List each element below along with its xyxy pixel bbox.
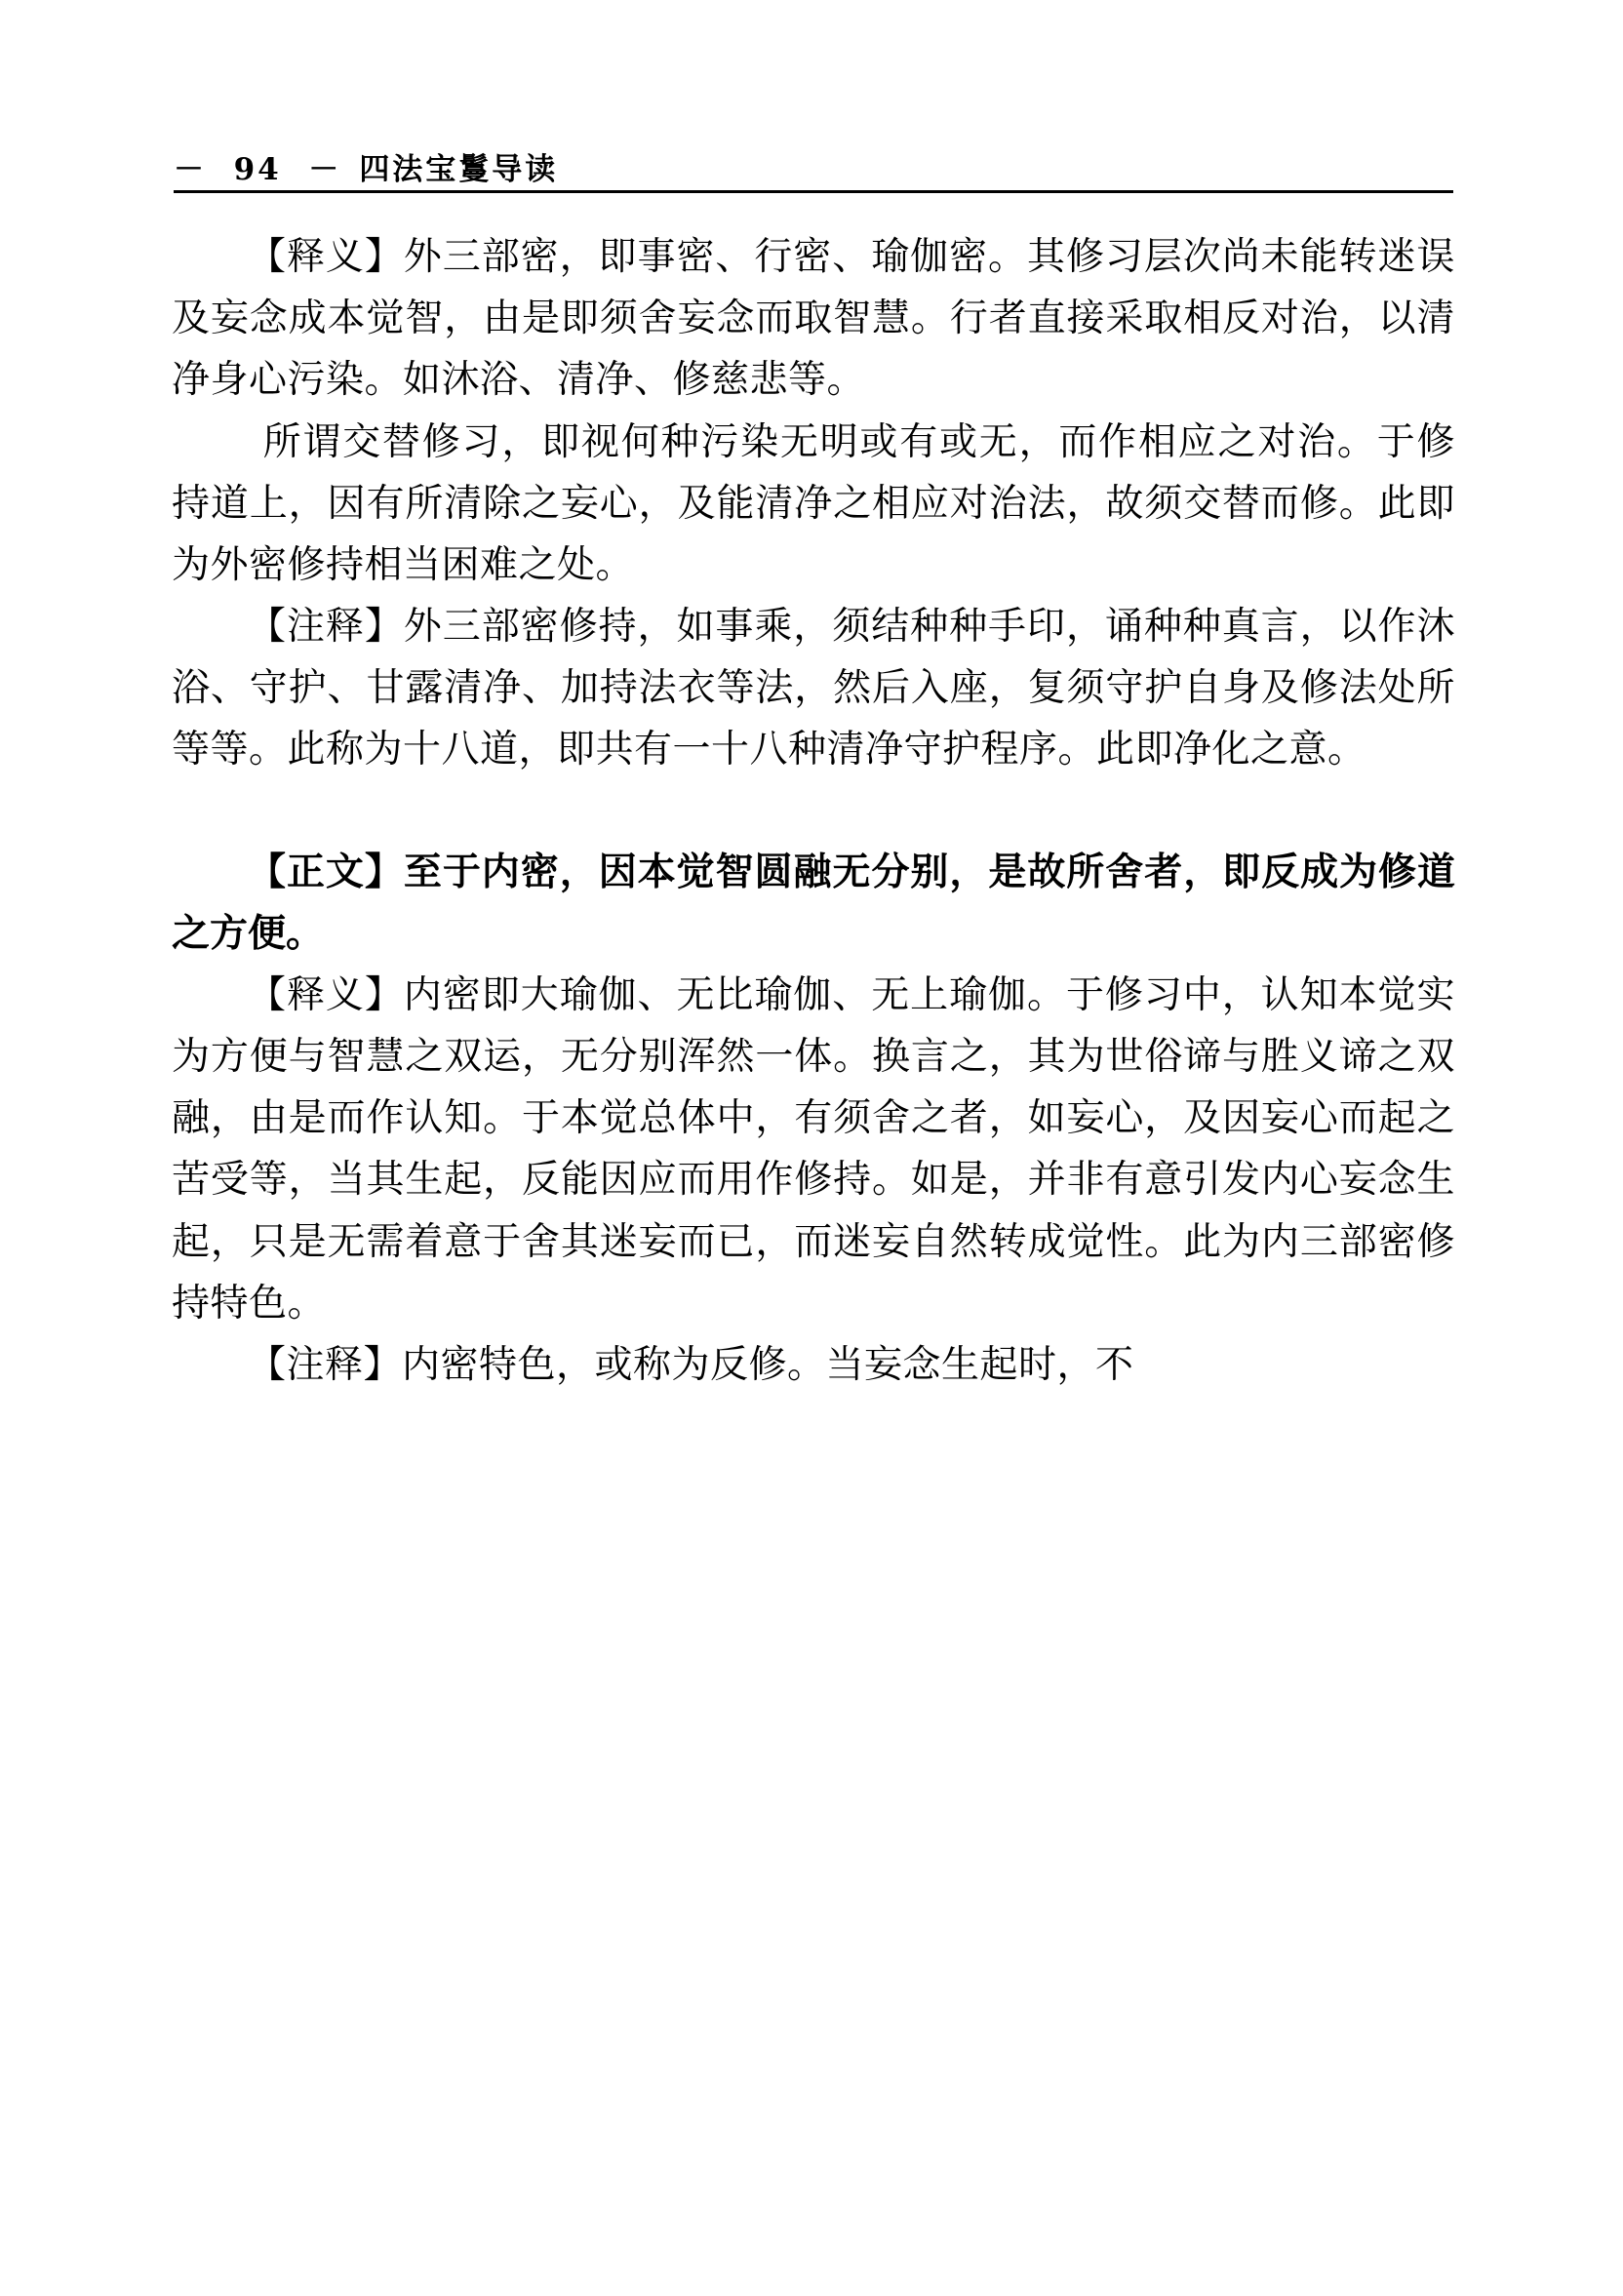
- paragraph-zhushi-1: 【注释】外三部密修持，如事乘，须结种种手印，诵种种真言，以作沐浴、守护、甘露清净、加持法衣等法，然后入座，复须守护自身及修法处所等等。此称为十八道，即共有一十八种清净守护程序。此即净化之意。: [172, 605, 1455, 772]
- paragraph-zhushi-2: 【注释】内密特色，或称为反修。当妄念生起时，不: [248, 1342, 1134, 1387]
- paragraph-shiyi-2: 【释义】内密即大瑜伽、无比瑜伽、无上瑜伽。于修习中，认知本觉实为方便与智慧之双运，无分别浑然一体。换言之，其为世俗谛与胜义谛之双融，由是而作认知。于本觉总体中，有须舍之者，如妄心，及因妄心而起之苦受等，当其生起，反能因应而用作修持。如是，并非有意引发内心妄念生起，只是无需着意于舍其迷妄而已，而迷妄自然转成觉性。此为内三部密修持特色。: [172, 972, 1455, 1326]
- header-divider: [174, 190, 1453, 193]
- paragraph-shiyi-1: 【释义】外三部密，即事密、行密、瑜伽密。其修习层次尚未能转迷误及妄念成本觉智，由是即须舍妄念而取智慧。行者直接采取相反对治，以清净身心污染。如沐浴、清净、修慈悲等。: [172, 235, 1455, 403]
- paragraph-suowei-1: 所谓交替修习，即视何种污染无明或有或无，而作相应之对治。于修持道上，因有所清除之妄心，及能清净之相应对治法，故须交替而修。此即为外密修持相当困难之处。: [172, 419, 1455, 587]
- page-number: － 94 －: [174, 152, 342, 187]
- paragraph-zhengwen-1: 【正文】至于内密，因本觉智圆融无分别，是故所舍者，即反成为修道之方便。: [172, 849, 1455, 956]
- book-title: 四法宝鬘导读: [359, 152, 559, 187]
- page-header: [174, 144, 1451, 188]
- page-body: [172, 226, 1455, 1396]
- section-spacer: [172, 781, 1455, 842]
